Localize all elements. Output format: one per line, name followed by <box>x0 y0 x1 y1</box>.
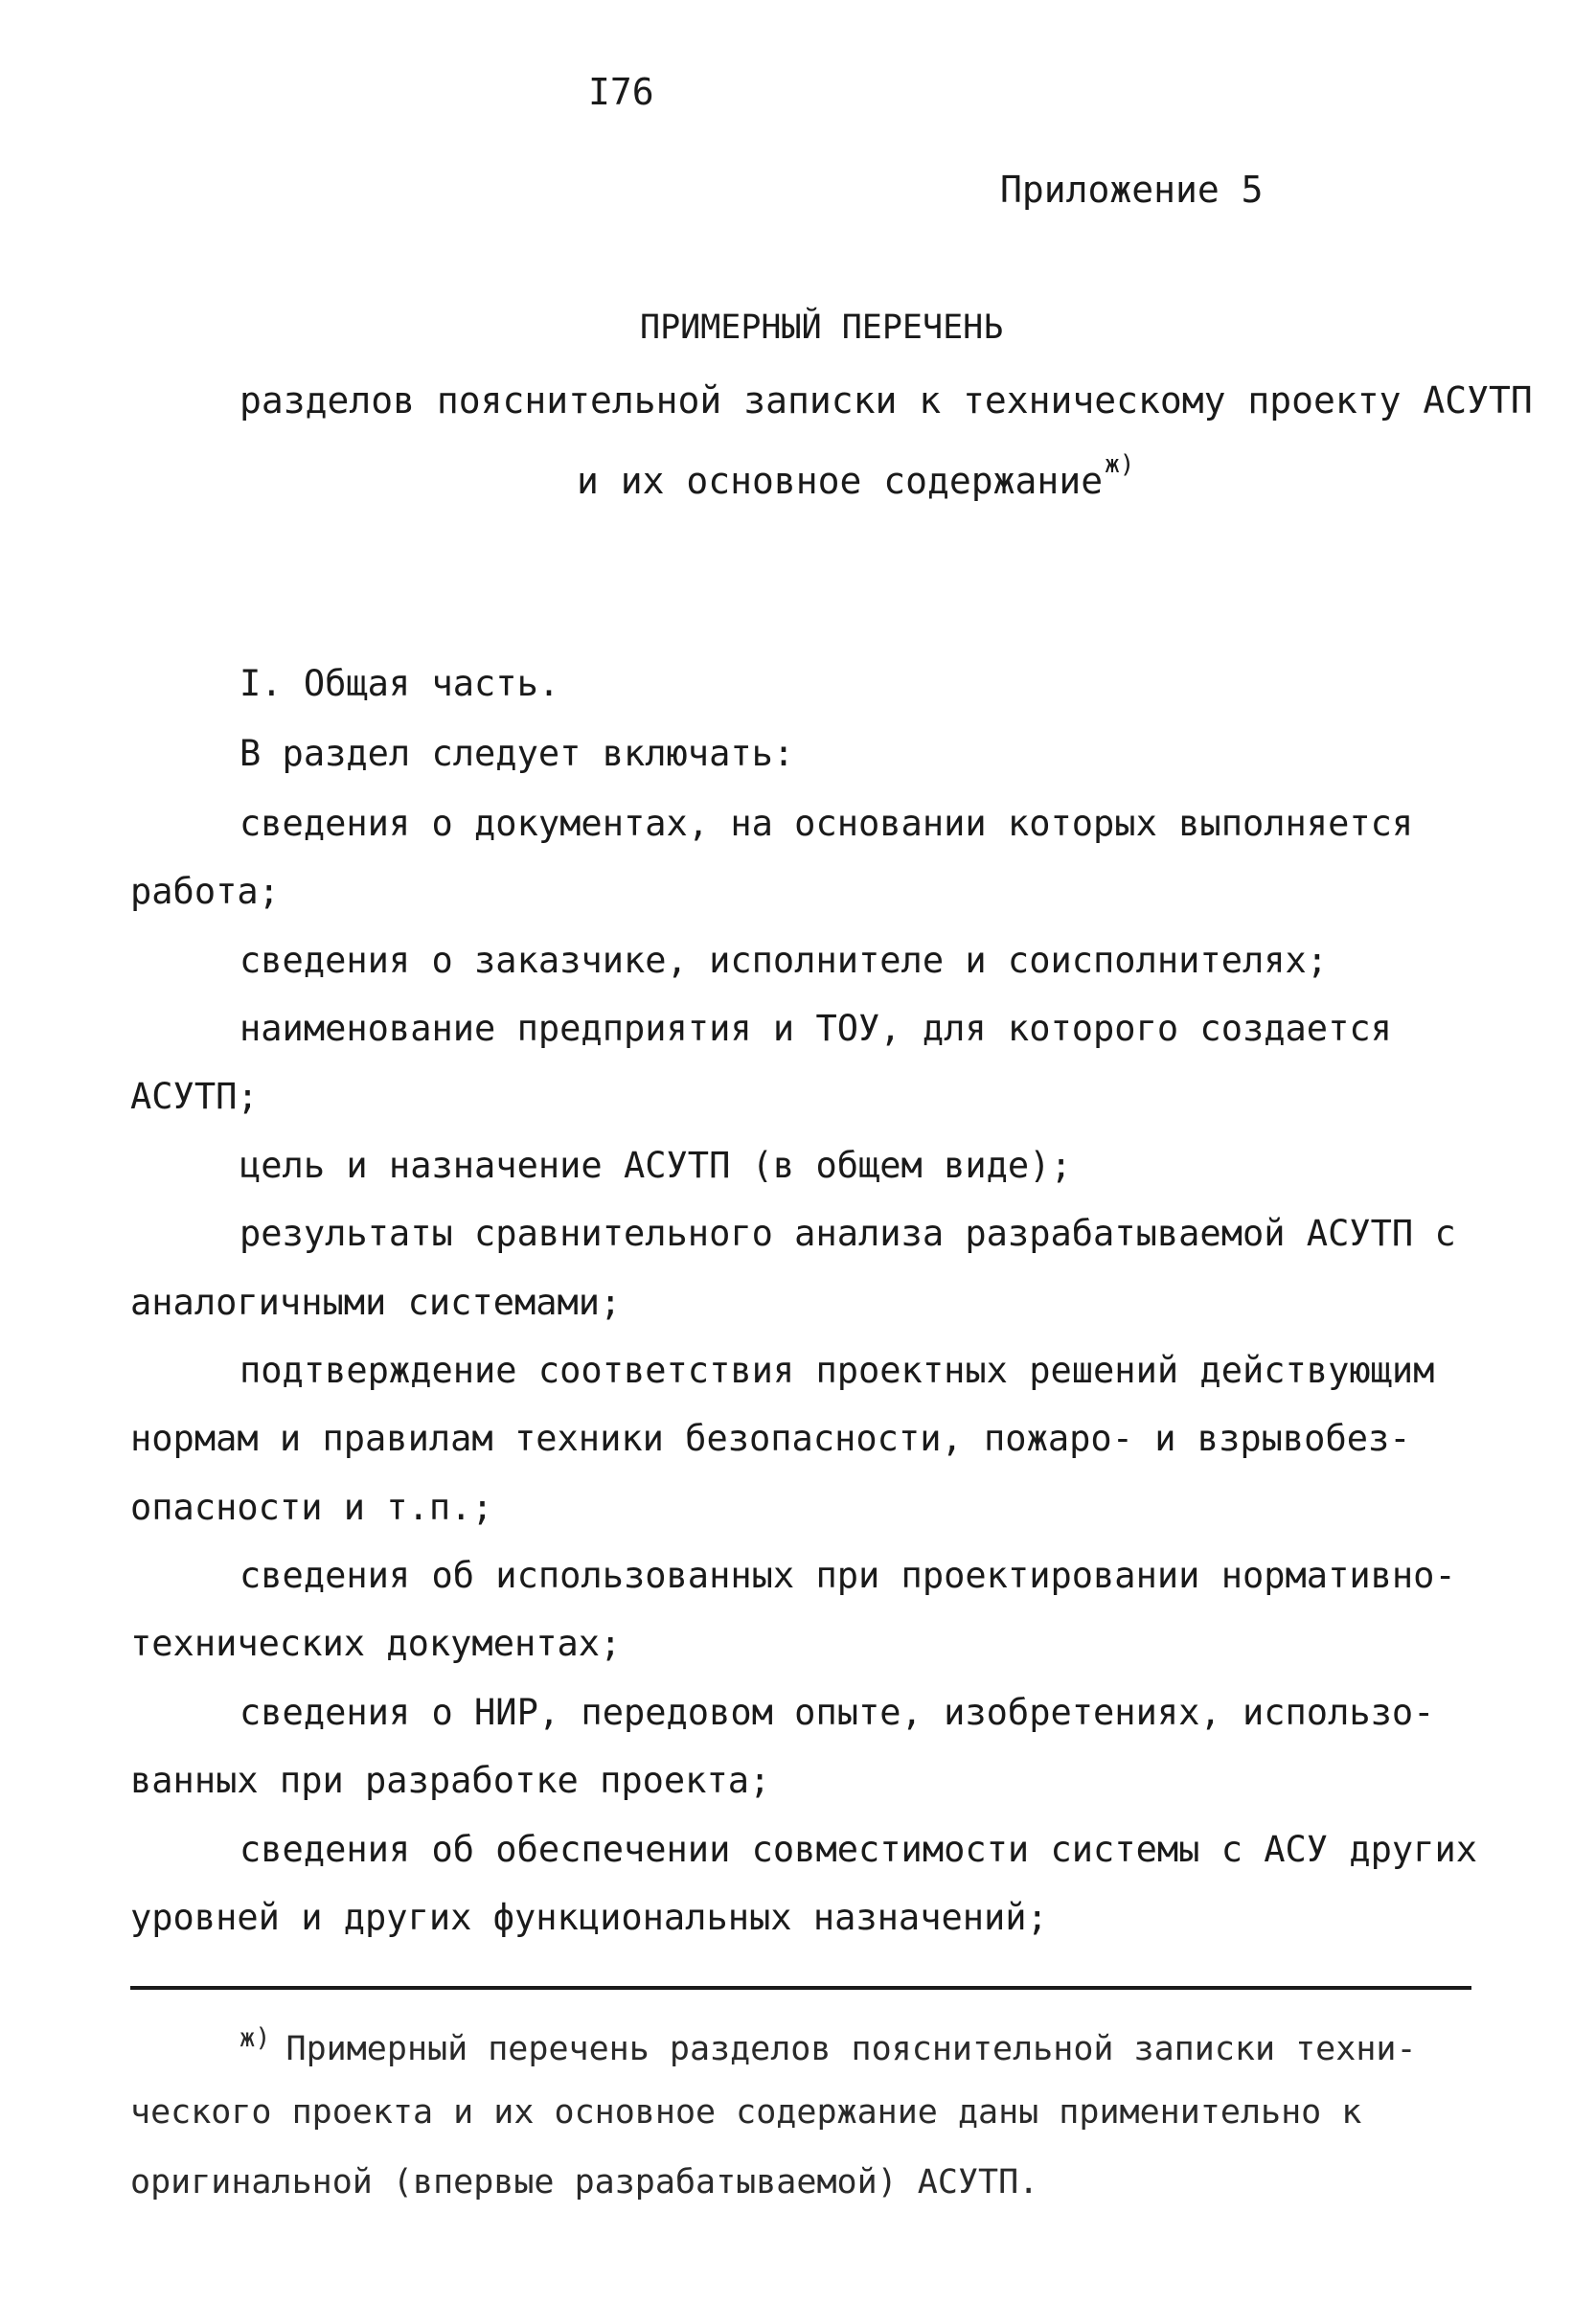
body-line: наименование предприятия и ТОУ, для которого создается <box>239 1008 1392 1049</box>
footnote-line-3: оригинальной (впервые разрабатываемой) АСУТП. <box>130 2163 1039 2201</box>
section-heading: I. Общая часть. <box>239 663 560 704</box>
title-line-1: ПРИМЕРНЫЙ ПЕРЕЧЕНЬ <box>640 308 1004 347</box>
appendix-label: Приложение 5 <box>1000 169 1264 211</box>
body-line: работа; <box>130 871 280 912</box>
section-intro: В раздел следует включать: <box>239 733 795 774</box>
footnote-mark: ж) <box>239 2023 271 2053</box>
footnote-line-2: ческого проекта и их основное содержание даны применительно к <box>130 2093 1362 2132</box>
body-line: сведения об обеспечении совместимости системы с АСУ других <box>239 1829 1478 1870</box>
body-line: ванных при разработке проекта; <box>130 1760 771 1801</box>
page-number: I76 <box>588 71 654 113</box>
body-line: уровней и других функциональных назначений; <box>130 1897 1048 1938</box>
body-line: сведения об использованных при проектировании нормативно- <box>239 1555 1456 1596</box>
title-line-3 <box>577 450 1134 502</box>
footnote-text-1: Примерный перечень разделов пояснительной записки техни- <box>285 2030 1417 2068</box>
footnote-separator <box>130 1986 1471 1990</box>
body-line: сведения о НИР, передовом опыте, изобретениях, использо- <box>239 1692 1435 1733</box>
body-line: технических документах; <box>130 1623 622 1664</box>
body-line: сведения о документах, на основании которых выполняется <box>239 803 1414 844</box>
body-line: АСУТП; <box>130 1076 259 1117</box>
body-line: сведения о заказчике, исполнителе и соисполнителях; <box>239 940 1329 981</box>
body-line: опасности и т.п.; <box>130 1487 493 1528</box>
body-line: подтверждение соответствия проектных решений действующим <box>239 1350 1435 1391</box>
body-line: нормам и правилам техники безопасности, пожаро- и взрывобез- <box>130 1418 1411 1459</box>
title-footnote-mark: ж) <box>1105 450 1135 479</box>
body-line: аналогичными системами; <box>130 1282 622 1323</box>
body-line: результаты сравнительного анализа разрабатываемой АСУТП с <box>239 1213 1456 1254</box>
title-line-3-text: и их основное содержание <box>577 460 1104 502</box>
title-line-2: разделов пояснительной записки к техническому проекту АСУТП <box>239 379 1533 422</box>
body-line: цель и назначение АСУТП (в общем виде); <box>239 1145 1072 1186</box>
footnote-line-1 <box>239 2023 1417 2068</box>
